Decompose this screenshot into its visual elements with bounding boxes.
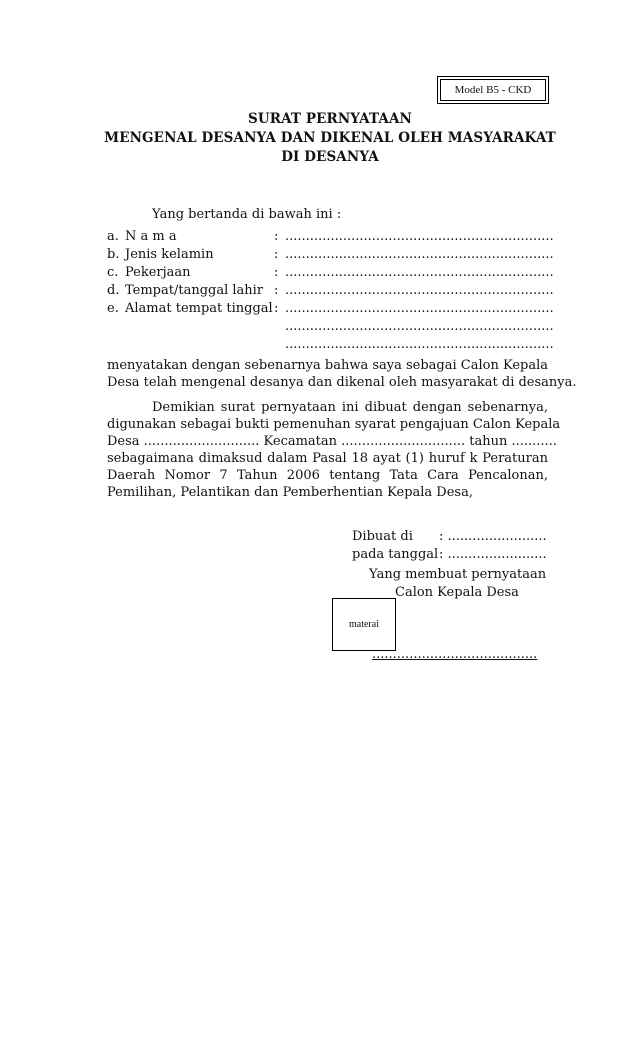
identity-row — [107, 264, 557, 282]
title-line-2: MENGENAL DESANYA DAN DIKENAL OLEH MASYARAKAT — [104, 130, 556, 146]
identity-list — [107, 228, 557, 354]
closing-line: digunakan sebagai bukti pemenuhan syarat pengajuan Calon Kepala — [107, 417, 561, 432]
made-at-value: : ........................ — [439, 529, 547, 544]
identity-row — [107, 246, 557, 264]
maker-label: Yang membuat pernyataan — [369, 567, 547, 582]
identity-colon: : — [274, 247, 279, 262]
identity-colon: : — [274, 265, 279, 280]
identity-dots[interactable]: ................................................................. — [285, 229, 554, 244]
closing-line: Desa ............................ Kecamatan .............................. tahun ........... — [107, 434, 557, 449]
title-line-3: DI DESANYA — [281, 149, 379, 165]
identity-colon: : — [274, 283, 279, 298]
identity-label: Tempat/tanggal lahir — [125, 283, 264, 298]
stamp-duty-label: materai — [349, 619, 379, 630]
closing-line: sebagaimana dimaksud dalam Pasal 18 ayat (1) huruf k Peraturan — [107, 451, 548, 466]
identity-dots[interactable]: ................................................................. — [285, 247, 554, 262]
identity-dots[interactable]: ................................................................. — [285, 265, 554, 280]
title-line-1: SURAT PERNYATAAN — [248, 111, 412, 127]
model-label: Model B5 - CKD — [454, 84, 532, 96]
identity-dots[interactable]: ................................................................. — [285, 337, 554, 352]
identity-row — [107, 318, 557, 336]
identity-dots[interactable]: ................................................................. — [285, 301, 554, 316]
identity-letter: a. — [107, 229, 119, 244]
closing-line: Daerah Nomor 7 Tahun 2006 tentang Tata Cara Pencalonan, — [107, 468, 548, 483]
stamp-duty-box — [332, 598, 396, 651]
identity-dots[interactable]: ................................................................. — [285, 319, 554, 334]
role-label: Calon Kepala Desa — [395, 585, 519, 600]
identity-letter: b. — [107, 247, 120, 262]
identity-row — [107, 300, 557, 318]
statement-paragraph — [107, 357, 577, 391]
intro-text: Yang bertanda di bawah ini : — [152, 207, 342, 222]
identity-label: Alamat tempat tinggal — [125, 301, 273, 316]
identity-row — [107, 336, 557, 354]
date-label: pada tanggal — [352, 547, 439, 562]
identity-colon: : — [274, 229, 279, 244]
signature-name-line — [372, 647, 537, 662]
statement-line: Desa telah mengenal desanya dan dikenal oleh masyarakat di desanya. — [107, 375, 577, 390]
identity-letter: d. — [107, 283, 120, 298]
closing-paragraph — [107, 399, 561, 501]
identity-label: Jenis kelamin — [125, 247, 214, 262]
closing-line: Pemilihan, Pelantikan dan Pemberhentian Kepala Desa, — [107, 485, 473, 500]
identity-letter: e. — [107, 301, 119, 316]
statement-line: menyatakan dengan sebenarnya bahwa saya sebagai Calon Kepala — [107, 358, 549, 373]
date-value: : ........................ — [439, 547, 547, 562]
identity-label: N a m a — [125, 229, 177, 244]
identity-row — [107, 282, 557, 300]
identity-label: Pekerjaan — [125, 265, 191, 280]
signature-name-dots: ........................................ — [372, 647, 538, 662]
identity-row — [107, 228, 557, 246]
identity-colon: : — [274, 301, 279, 316]
closing-line: Demikian surat pernyataan ini dibuat dengan sebenarnya, — [152, 400, 548, 415]
identity-letter: c. — [107, 265, 119, 280]
made-at-label: Dibuat di — [352, 529, 413, 544]
identity-dots[interactable]: ................................................................. — [285, 283, 554, 298]
model-label-box — [440, 79, 546, 101]
